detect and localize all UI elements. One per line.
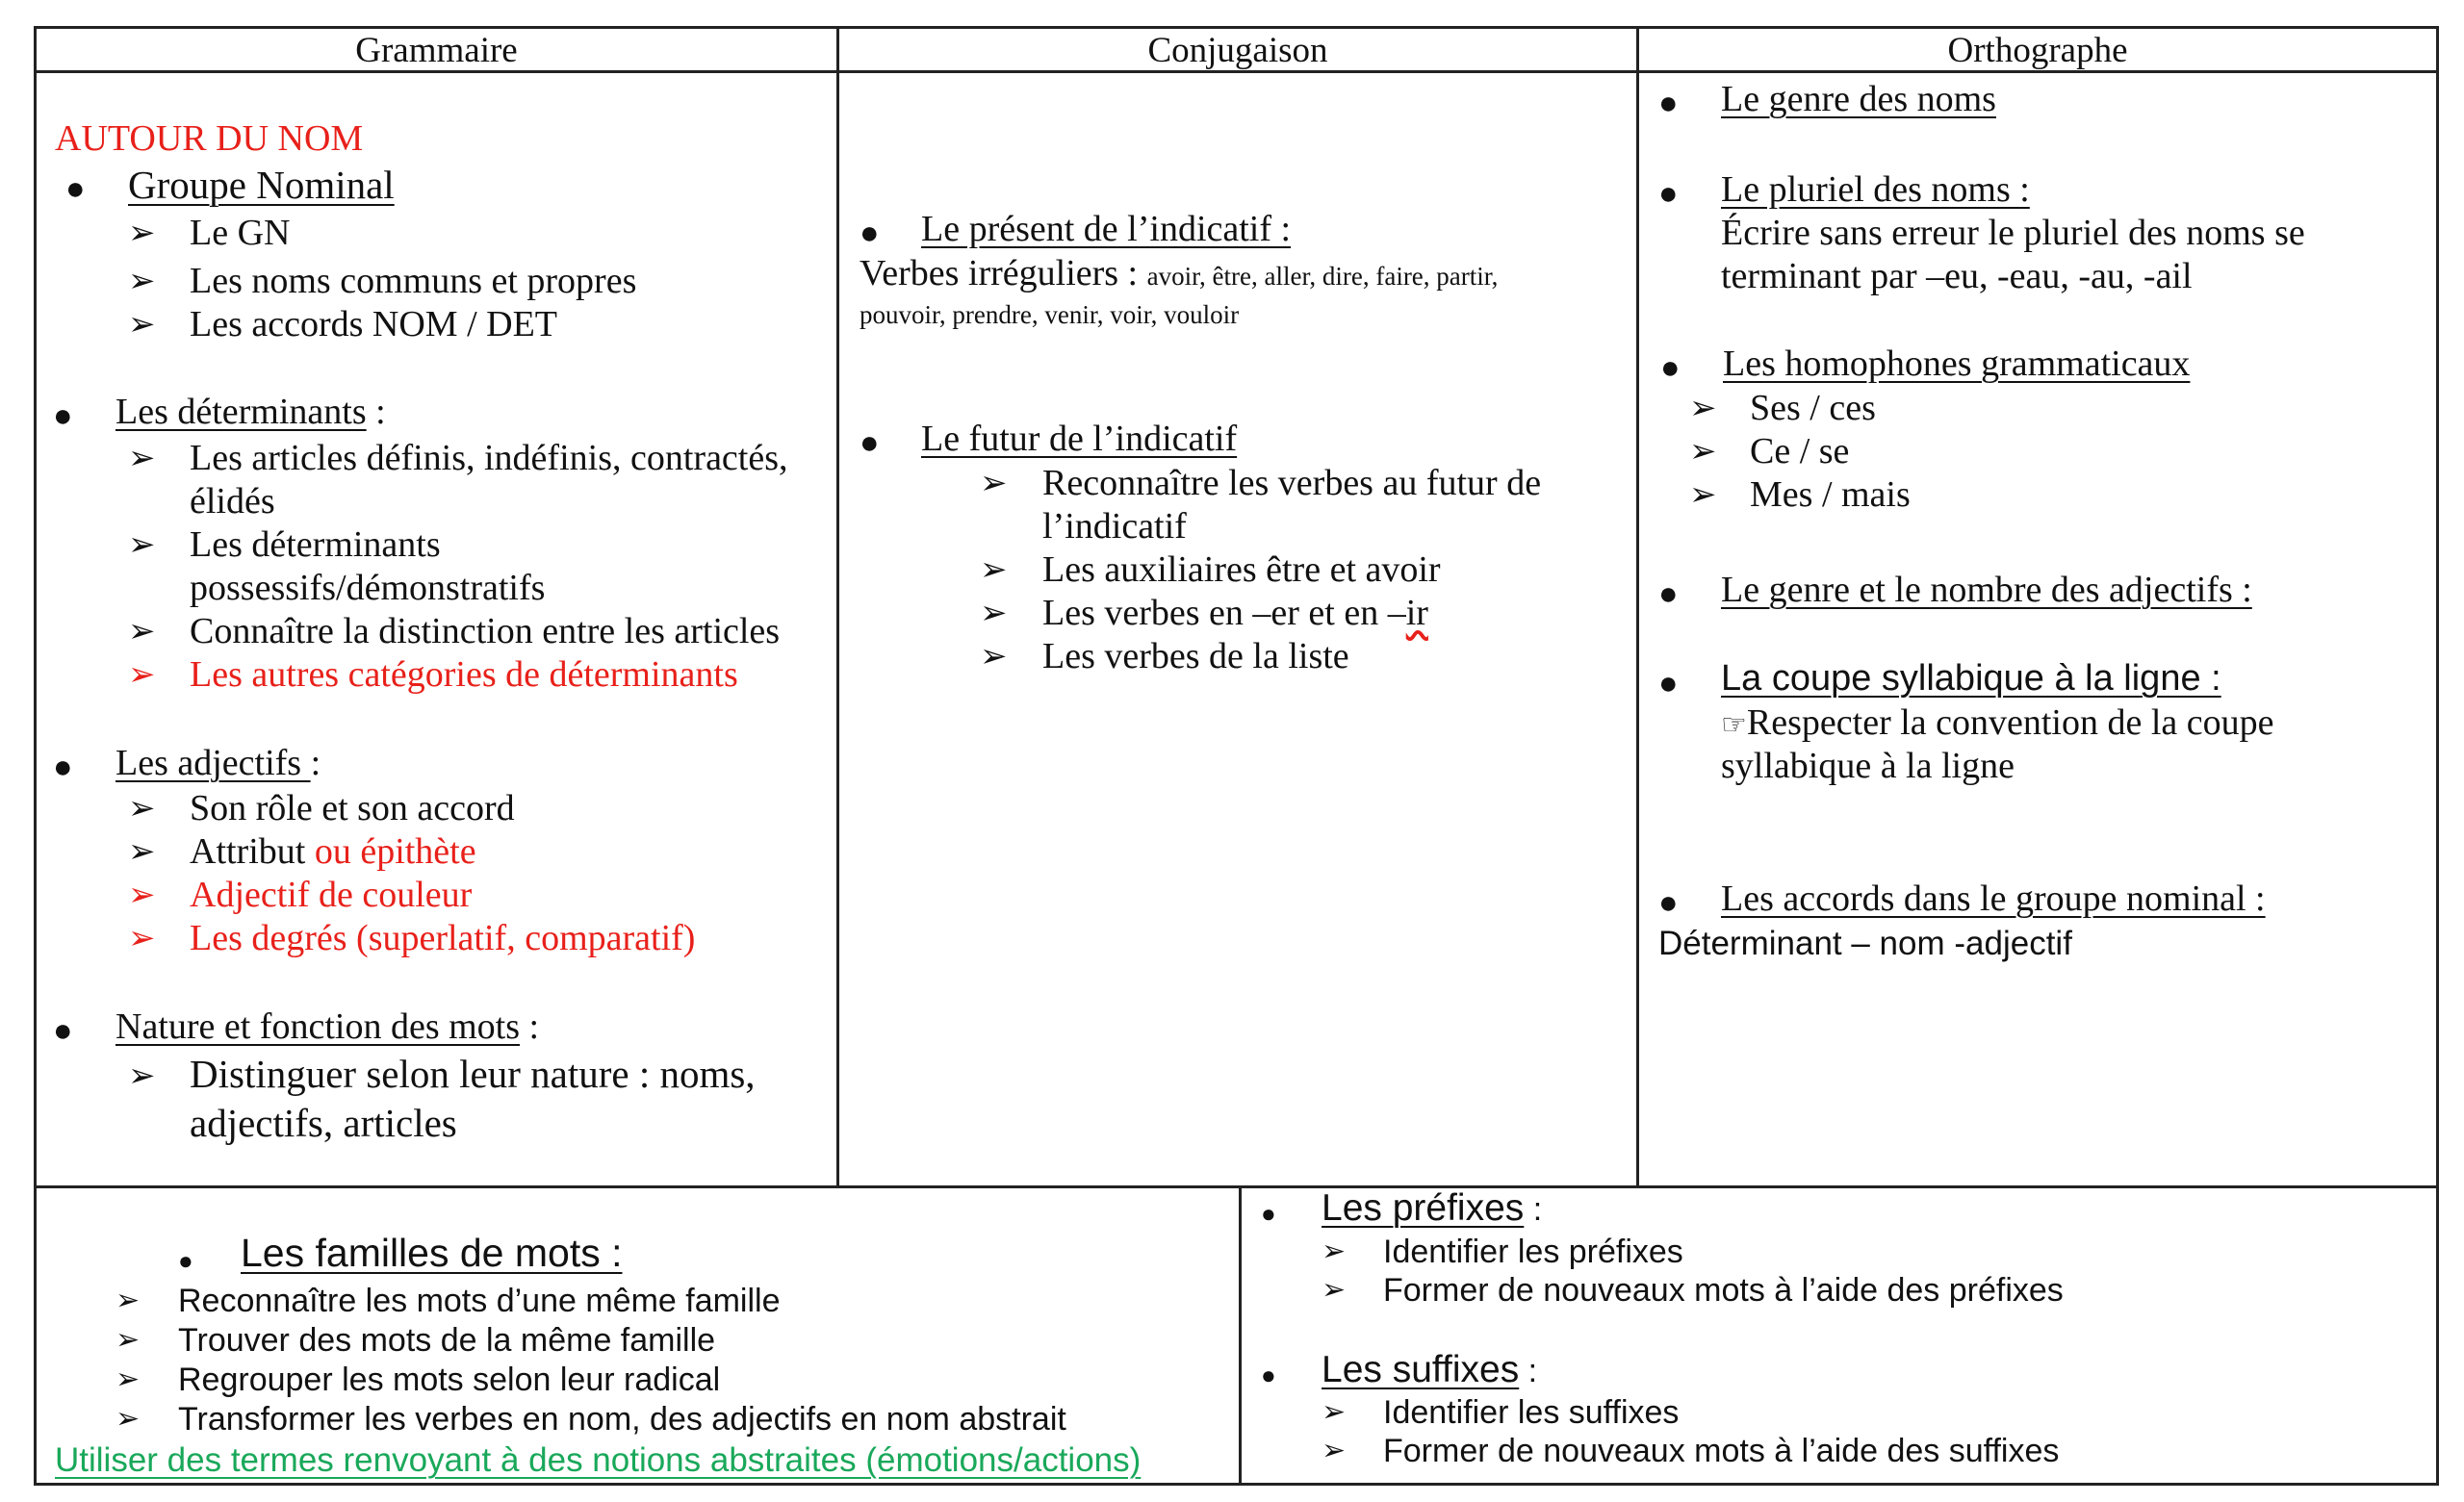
arrow-icon: ➢ xyxy=(128,527,156,563)
pointing-hand-icon: ☞ xyxy=(1721,709,1747,741)
adjectifs-title-text: Les adjectifs xyxy=(116,743,311,783)
arrow-icon: ➢ xyxy=(1322,1396,1347,1428)
arrow-icon: ➢ xyxy=(128,441,156,476)
gn-item: Le GN xyxy=(190,213,291,253)
bottom-divider xyxy=(1239,1185,1242,1486)
arrow-icon: ➢ xyxy=(116,1285,141,1316)
adj-item xyxy=(190,830,476,874)
col-divider-1 xyxy=(836,26,839,1188)
genre-adjectifs-title: Le genre et le nombre des adjectifs : xyxy=(1721,570,2252,610)
suffixes-item: Identifier les suffixes xyxy=(1383,1394,1680,1431)
futur-item xyxy=(1042,592,1428,635)
row-divider xyxy=(34,1185,2439,1188)
accords-title: Les accords dans le groupe nominal : xyxy=(1721,878,2266,919)
pluriel-line: terminant par –eu, -eau, -au, -ail xyxy=(1721,256,2193,296)
bullet-icon: ● xyxy=(1658,576,1679,612)
prefixes-item: Identifier les préfixes xyxy=(1383,1234,1683,1270)
bullet-icon: ● xyxy=(53,1013,73,1049)
det-item: Les articles définis, indéfinis, contractés, xyxy=(190,438,788,478)
homophones-item: Mes / mais xyxy=(1750,474,1911,515)
coupe-line-text: Respecter la convention de la coupe xyxy=(1746,702,2274,743)
nature-title xyxy=(116,1006,539,1049)
bullet-icon: ● xyxy=(860,425,880,461)
arrow-icon: ➢ xyxy=(1689,434,1717,470)
arrow-icon: ➢ xyxy=(128,216,156,251)
arrow-icon: ➢ xyxy=(1322,1435,1347,1466)
arrow-icon: ➢ xyxy=(1689,391,1717,426)
arrow-icon: ➢ xyxy=(116,1324,141,1356)
arrow-icon: ➢ xyxy=(128,307,156,343)
bullet-icon: ● xyxy=(1660,350,1681,386)
futur-title: Le futur de l’indicatif xyxy=(921,419,1238,459)
futur-ir: ir xyxy=(1405,593,1428,633)
arrow-icon: ➢ xyxy=(128,834,156,870)
coupe-title: La coupe syllabique à la ligne : xyxy=(1721,658,2221,699)
present-title: Le présent de l’indicatif : xyxy=(921,209,1292,249)
bullet-icon: ● xyxy=(53,398,73,434)
familles-title: Les familles de mots : xyxy=(241,1231,623,1275)
homophones-item: Ce / se xyxy=(1750,431,1850,471)
arrow-icon: ➢ xyxy=(1689,477,1717,513)
suffixes-title-text: Les suffixes xyxy=(1322,1349,1520,1390)
adj-item: Adjectif de couleur xyxy=(190,875,473,915)
gn-item: Les accords NOM / DET xyxy=(190,304,558,344)
bullet-icon: ● xyxy=(1658,176,1679,212)
coupe-line xyxy=(1721,701,2274,747)
prefixes-title-text: Les préfixes xyxy=(1322,1187,1525,1229)
futur-item: l’indicatif xyxy=(1042,506,1187,547)
header-orthographe: Orthographe xyxy=(1947,31,2128,70)
arrow-icon: ➢ xyxy=(128,791,156,827)
familles-item: Regrouper les mots selon leur radical xyxy=(178,1362,721,1398)
arrow-icon: ➢ xyxy=(980,466,1008,501)
nature-title-text: Nature et fonction des mots xyxy=(116,1006,521,1047)
prefixes-title xyxy=(1322,1189,1542,1229)
nature-item: adjectifs, articles xyxy=(190,1101,457,1145)
gn-item: Les noms communs et propres xyxy=(190,261,637,301)
arrow-icon: ➢ xyxy=(980,639,1008,675)
arrow-icon: ➢ xyxy=(128,1058,156,1094)
arrow-icon: ➢ xyxy=(116,1403,141,1435)
determinants-suffix: : xyxy=(366,392,386,432)
pluriel-title: Le pluriel des noms : xyxy=(1721,169,2030,210)
arrow-icon: ➢ xyxy=(128,657,156,693)
section-title: AUTOUR DU NOM xyxy=(55,118,364,159)
futur-er-ir: Les verbes en –er et en – xyxy=(1042,593,1406,633)
det-item: Les autres catégories de déterminants xyxy=(190,654,738,695)
present-verbs-line xyxy=(860,252,1498,298)
suffixes-item: Former de nouveaux mots à l’aide des suffixes xyxy=(1383,1433,2060,1469)
det-item: élidés xyxy=(190,481,275,522)
bullet-icon: ● xyxy=(1658,885,1679,921)
present-verbs-list: avoir, être, aller, dire, faire, partir, xyxy=(1146,262,1499,291)
futur-item: Les auxiliaires être et avoir xyxy=(1042,549,1441,590)
suffixes-title xyxy=(1322,1351,1537,1390)
groupe-nominal-title: Groupe Nominal xyxy=(128,163,395,207)
bullet-icon: ● xyxy=(1658,86,1679,121)
present-verbs-list-2: pouvoir, prendre, venir, voir, vouloir xyxy=(860,300,1240,329)
arrow-icon: ➢ xyxy=(980,596,1008,631)
arrow-icon: ➢ xyxy=(116,1363,141,1395)
det-item: Connaître la distinction entre les articles xyxy=(190,611,781,651)
arrow-icon: ➢ xyxy=(128,878,156,913)
adj-item: Son rôle et son accord xyxy=(190,788,515,828)
arrow-icon: ➢ xyxy=(1322,1235,1347,1267)
prefixes-suffix: : xyxy=(1524,1191,1543,1228)
accords-line: Déterminant – nom -adjectif xyxy=(1658,925,2072,962)
bullet-icon: ● xyxy=(1261,1199,1276,1228)
present-verbs-label: Verbes irréguliers : xyxy=(860,253,1147,293)
homophones-item: Ses / ces xyxy=(1750,388,1876,428)
bullet-icon: ● xyxy=(178,1246,193,1275)
bullet-icon: ● xyxy=(65,171,86,207)
bullet-icon: ● xyxy=(1658,666,1679,701)
determinants-title xyxy=(116,391,386,434)
nature-item: Distinguer selon leur nature : noms, xyxy=(190,1052,756,1096)
arrow-icon: ➢ xyxy=(128,921,156,956)
det-item: Les déterminants xyxy=(190,524,441,565)
familles-item: Transformer les verbes en nom, des adjectifs en nom abstrait xyxy=(178,1401,1066,1438)
adj-epithete: ou épithète xyxy=(305,831,476,872)
arrow-icon: ➢ xyxy=(1322,1274,1347,1306)
arrow-icon: ➢ xyxy=(128,264,156,299)
homophones-title: Les homophones grammaticaux xyxy=(1723,344,2191,384)
bullet-icon: ● xyxy=(53,750,73,785)
col-divider-2 xyxy=(1636,26,1639,1188)
futur-item: Reconnaître les verbes au futur de xyxy=(1042,463,1542,503)
futur-item: Les verbes de la liste xyxy=(1042,636,1349,676)
familles-item: Trouver des mots de la même famille xyxy=(178,1322,716,1359)
familles-item: Reconnaître les mots d’une même famille xyxy=(178,1283,781,1319)
abstract-notions-line: Utiliser des termes renvoyant à des notions abstraites (émotions/actions) xyxy=(55,1441,1142,1479)
pluriel-line: Écrire sans erreur le pluriel des noms se xyxy=(1721,213,2305,253)
suffixes-suffix: : xyxy=(1519,1353,1538,1389)
arrow-icon: ➢ xyxy=(128,614,156,649)
header-conjugaison: Conjugaison xyxy=(1147,31,1328,70)
arrow-icon: ➢ xyxy=(980,552,1008,588)
header-grammaire: Grammaire xyxy=(355,31,518,70)
adj-attribut: Attribut xyxy=(190,831,306,872)
prefixes-item: Former de nouveaux mots à l’aide des préfixes xyxy=(1383,1272,2064,1309)
bullet-icon: ● xyxy=(1261,1361,1276,1389)
coupe-line: syllabique à la ligne xyxy=(1721,746,2015,786)
adjectifs-title xyxy=(116,742,321,785)
determinants-title-text: Les déterminants xyxy=(116,392,367,432)
adj-item: Les degrés (superlatif, comparatif) xyxy=(190,918,696,958)
det-item: possessifs/démonstratifs xyxy=(190,568,546,608)
adjectifs-suffix: : xyxy=(310,743,321,783)
bullet-icon: ● xyxy=(860,216,880,251)
genre-noms-title: Le genre des noms xyxy=(1721,79,1996,119)
nature-suffix: : xyxy=(520,1006,540,1047)
